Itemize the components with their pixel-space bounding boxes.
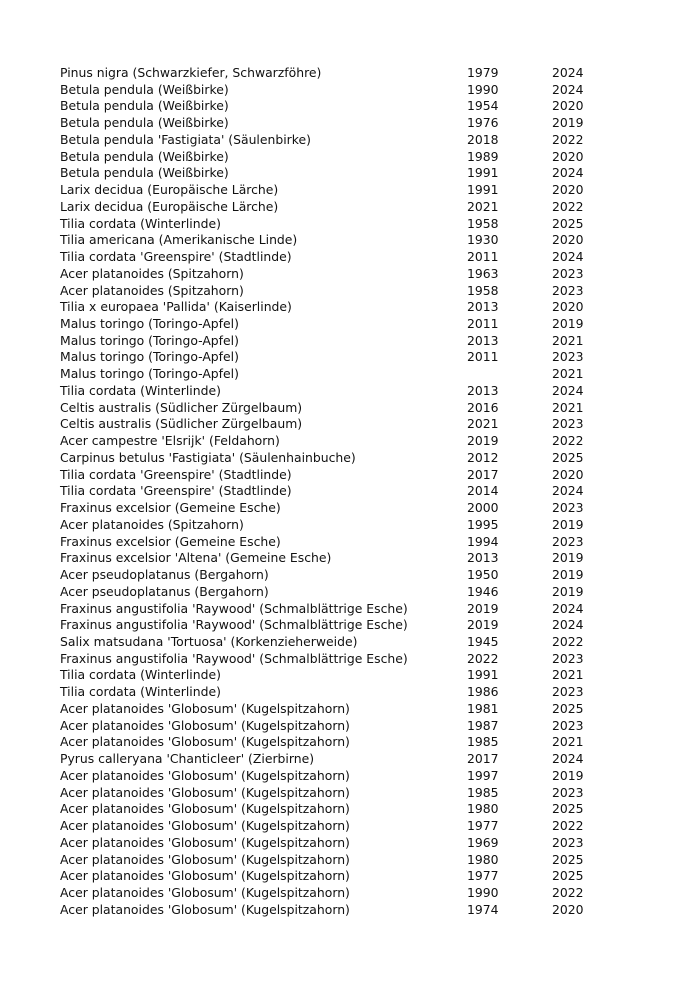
tree-name-cell: Betula pendula (Weißbirke) xyxy=(60,115,229,131)
table-row xyxy=(60,249,612,266)
year-a-cell: 1981 xyxy=(467,700,499,716)
tree-name-cell: Betula pendula (Weißbirke) xyxy=(60,165,229,181)
tree-name-cell: Fraxinus angustifolia 'Raywood' (Schmalblättrige Esche) xyxy=(60,600,408,616)
year-b-cell: 2022 xyxy=(552,433,584,449)
year-b-cell: 2023 xyxy=(552,533,584,549)
table-row xyxy=(60,868,612,885)
table-row xyxy=(60,467,612,484)
tree-name-cell: Tilia x europaea 'Pallida' (Kaiserlinde) xyxy=(60,299,292,315)
year-b-cell: 2022 xyxy=(552,818,584,834)
tree-name-cell: Pyrus calleryana 'Chanticleer' (Zierbirne) xyxy=(60,751,315,767)
table-row xyxy=(60,115,612,132)
year-b-cell: 2023 xyxy=(552,684,584,700)
year-a-cell: 1976 xyxy=(467,115,499,131)
year-a-cell: 1991 xyxy=(467,165,499,181)
tree-name-cell: Fraxinus angustifolia 'Raywood' (Schmalblättrige Esche) xyxy=(60,617,408,633)
table-row xyxy=(60,885,612,902)
tree-name-cell: Tilia americana (Amerikanische Linde) xyxy=(60,232,298,248)
year-a-cell: 2013 xyxy=(467,332,499,348)
tree-name-cell: Acer platanoides 'Globosum' (Kugelspitzahorn) xyxy=(60,700,350,716)
year-b-cell: 2025 xyxy=(552,851,584,867)
table-row xyxy=(60,333,612,350)
table-row xyxy=(60,818,612,835)
year-b-cell: 2020 xyxy=(552,466,584,482)
tree-table xyxy=(60,65,612,918)
year-a-cell: 2011 xyxy=(467,316,499,332)
table-row xyxy=(60,383,612,400)
tree-name-cell: Fraxinus angustifolia 'Raywood' (Schmalblättrige Esche) xyxy=(60,650,408,666)
tree-name-cell: Betula pendula (Weißbirke) xyxy=(60,148,229,164)
table-row xyxy=(60,149,612,166)
year-b-cell: 2019 xyxy=(552,516,584,532)
year-a-cell: 2018 xyxy=(467,131,499,147)
year-b-cell: 2021 xyxy=(552,399,584,415)
table-row xyxy=(60,366,612,383)
tree-name-cell: Tilia cordata 'Greenspire' (Stadtlinde) xyxy=(60,249,292,265)
table-row xyxy=(60,165,612,182)
year-b-cell: 2024 xyxy=(552,65,584,80)
year-b-cell: 2019 xyxy=(552,567,584,583)
table-row xyxy=(60,416,612,433)
year-a-cell: 1986 xyxy=(467,684,499,700)
tree-name-cell: Tilia cordata (Winterlinde) xyxy=(60,667,221,683)
tree-name-cell: Malus toringo (Toringo-Apfel) xyxy=(60,332,239,348)
table-row xyxy=(60,902,612,919)
year-a-cell xyxy=(467,366,552,383)
table-row xyxy=(60,500,612,517)
year-b-cell: 2022 xyxy=(552,131,584,147)
tree-name-cell: Acer platanoides 'Globosum' (Kugelspitzahorn) xyxy=(60,851,350,867)
table-row xyxy=(60,316,612,333)
tree-name-cell: Acer platanoides 'Globosum' (Kugelspitzahorn) xyxy=(60,801,350,817)
year-b-cell: 2022 xyxy=(552,884,584,900)
year-a-cell: 2022 xyxy=(467,650,499,666)
year-b-cell: 2023 xyxy=(552,265,584,281)
year-b-cell: 2024 xyxy=(552,382,584,398)
tree-name-cell: Fraxinus excelsior 'Altena' (Gemeine Esche) xyxy=(60,550,332,566)
tree-name-cell: Pinus nigra (Schwarzkiefer, Schwarzföhre) xyxy=(60,65,322,80)
year-a-cell: 2021 xyxy=(467,198,499,214)
tree-name-cell: Acer platanoides (Spitzahorn) xyxy=(60,516,244,532)
year-b-cell: 2020 xyxy=(552,98,584,114)
tree-name-cell: Acer campestre 'Elsrijk' (Feldahorn) xyxy=(60,433,280,449)
year-b-cell: 2023 xyxy=(552,416,584,432)
year-a-cell: 1980 xyxy=(467,851,499,867)
year-b-cell: 2021 xyxy=(552,734,584,750)
table-row xyxy=(60,734,612,751)
year-a-cell: 2021 xyxy=(467,416,499,432)
table-row xyxy=(60,801,612,818)
year-b-cell: 2019 xyxy=(552,115,584,131)
tree-name-cell: Fraxinus excelsior (Gemeine Esche) xyxy=(60,533,281,549)
table-row xyxy=(60,450,612,467)
tree-name-cell: Salix matsudana 'Tortuosa' (Korkenzieherweide) xyxy=(60,633,358,649)
table-row xyxy=(60,634,612,651)
year-b-cell: 2024 xyxy=(552,249,584,265)
table-row xyxy=(60,534,612,551)
table-row xyxy=(60,299,612,316)
tree-name-cell: Acer platanoides 'Globosum' (Kugelspitzahorn) xyxy=(60,767,350,783)
year-b-cell: 2024 xyxy=(552,483,584,499)
table-row xyxy=(60,617,612,634)
tree-name-cell: Acer platanoides 'Globosum' (Kugelspitzahorn) xyxy=(60,884,350,900)
year-a-cell: 1977 xyxy=(467,818,499,834)
table-row xyxy=(60,182,612,199)
table-row xyxy=(60,785,612,802)
tree-name-cell: Betula pendula (Weißbirke) xyxy=(60,81,229,97)
tree-name-cell: Malus toringo (Toringo-Apfel) xyxy=(60,349,239,365)
year-b-cell: 2024 xyxy=(552,600,584,616)
table-row xyxy=(60,601,612,618)
year-a-cell: 1990 xyxy=(467,884,499,900)
tree-name-cell: Acer platanoides 'Globosum' (Kugelspitzahorn) xyxy=(60,784,350,800)
year-b-cell: 2022 xyxy=(552,198,584,214)
year-b-cell: 2019 xyxy=(552,767,584,783)
year-a-cell: 2017 xyxy=(467,751,499,767)
table-row xyxy=(60,349,612,366)
year-a-cell: 1963 xyxy=(467,265,499,281)
year-b-cell: 2025 xyxy=(552,449,584,465)
year-b-cell: 2023 xyxy=(552,834,584,850)
year-b-cell: 2022 xyxy=(552,633,584,649)
year-a-cell: 2014 xyxy=(467,483,499,499)
year-b-cell: 2024 xyxy=(552,81,584,97)
year-b-cell: 2019 xyxy=(552,550,584,566)
tree-name-cell: Acer platanoides 'Globosum' (Kugelspitzahorn) xyxy=(60,901,350,917)
table-row xyxy=(60,701,612,718)
table-row xyxy=(60,651,612,668)
tree-name-cell: Acer platanoides 'Globosum' (Kugelspitzahorn) xyxy=(60,734,350,750)
year-b-cell: 2020 xyxy=(552,901,584,917)
year-a-cell: 1977 xyxy=(467,868,499,884)
table-row xyxy=(60,718,612,735)
table-row xyxy=(60,199,612,216)
year-a-cell: 2011 xyxy=(467,249,499,265)
year-b-cell: 2023 xyxy=(552,717,584,733)
year-a-cell: 2017 xyxy=(467,466,499,482)
year-a-cell: 1954 xyxy=(467,98,499,114)
tree-name-cell: Tilia cordata (Winterlinde) xyxy=(60,684,221,700)
year-b-cell: 2023 xyxy=(552,282,584,298)
year-b-cell: 2023 xyxy=(552,349,584,365)
tree-name-cell: Tilia cordata 'Greenspire' (Stadtlinde) xyxy=(60,483,292,499)
year-a-cell: 2000 xyxy=(467,500,499,516)
year-a-cell: 1958 xyxy=(467,282,499,298)
year-a-cell: 2019 xyxy=(467,433,499,449)
table-row xyxy=(60,584,612,601)
tree-name-cell: Acer pseudoplatanus (Bergahorn) xyxy=(60,583,269,599)
tree-name-cell: Tilia cordata (Winterlinde) xyxy=(60,382,221,398)
tree-name-cell: Acer platanoides 'Globosum' (Kugelspitzahorn) xyxy=(60,818,350,834)
year-a-cell: 1945 xyxy=(467,633,499,649)
year-b-cell: 2020 xyxy=(552,182,584,198)
year-a-cell: 1990 xyxy=(467,81,499,97)
year-b-cell: 2020 xyxy=(552,148,584,164)
table-row xyxy=(60,852,612,869)
year-b-cell: 2023 xyxy=(552,784,584,800)
tree-name-cell: Acer platanoides 'Globosum' (Kugelspitzahorn) xyxy=(60,834,350,850)
table-row xyxy=(60,232,612,249)
year-b-cell: 2024 xyxy=(552,617,584,633)
year-a-cell: 2013 xyxy=(467,382,499,398)
year-b-cell: 2021 xyxy=(552,667,584,683)
year-b-cell: 2019 xyxy=(552,583,584,599)
table-row xyxy=(60,132,612,149)
year-a-cell: 2013 xyxy=(467,550,499,566)
tree-name-cell: Acer platanoides (Spitzahorn) xyxy=(60,282,244,298)
year-a-cell: 1950 xyxy=(467,567,499,583)
year-a-cell: 1979 xyxy=(467,65,499,80)
tree-name-cell: Fraxinus excelsior (Gemeine Esche) xyxy=(60,500,281,516)
year-a-cell: 2013 xyxy=(467,299,499,315)
year-b-cell: 2023 xyxy=(552,650,584,666)
year-a-cell: 1987 xyxy=(467,717,499,733)
year-a-cell: 1946 xyxy=(467,583,499,599)
tree-name-cell: Acer platanoides 'Globosum' (Kugelspitzahorn) xyxy=(60,868,350,884)
year-b-cell: 2025 xyxy=(552,700,584,716)
table-row xyxy=(60,768,612,785)
year-a-cell: 1995 xyxy=(467,516,499,532)
year-a-cell: 1974 xyxy=(467,901,499,917)
table-row xyxy=(60,483,612,500)
year-a-cell: 1994 xyxy=(467,533,499,549)
year-b-cell: 2025 xyxy=(552,868,584,884)
year-b-cell: 2024 xyxy=(552,165,584,181)
year-b-cell: 2025 xyxy=(552,801,584,817)
table-row xyxy=(60,433,612,450)
tree-table-body xyxy=(60,65,612,918)
table-row xyxy=(60,667,612,684)
tree-name-cell: Acer pseudoplatanus (Bergahorn) xyxy=(60,567,269,583)
tree-name-cell: Larix decidua (Europäische Lärche) xyxy=(60,198,279,214)
tree-name-cell: Tilia cordata 'Greenspire' (Stadtlinde) xyxy=(60,466,292,482)
year-b-cell: 2020 xyxy=(552,232,584,248)
tree-name-cell: Betula pendula (Weißbirke) xyxy=(60,98,229,114)
year-a-cell: 1980 xyxy=(467,801,499,817)
year-a-cell: 1989 xyxy=(467,148,499,164)
tree-name-cell: Betula pendula 'Fastigiata' (Säulenbirke) xyxy=(60,131,311,147)
year-b-cell: 2023 xyxy=(552,500,584,516)
tree-name-cell: Celtis australis (Südlicher Zürgelbaum) xyxy=(60,399,303,415)
table-row xyxy=(60,98,612,115)
tree-name-cell: Acer platanoides (Spitzahorn) xyxy=(60,265,244,281)
year-a-cell: 2012 xyxy=(467,449,499,465)
tree-name-cell: Malus toringo (Toringo-Apfel) xyxy=(60,316,239,332)
year-a-cell: 2011 xyxy=(467,349,499,365)
year-a-cell: 2019 xyxy=(467,617,499,633)
tree-name-cell: Larix decidua (Europäische Lärche) xyxy=(60,182,279,198)
year-a-cell: 2016 xyxy=(467,399,499,415)
table-row xyxy=(60,400,612,417)
year-a-cell: 1969 xyxy=(467,834,499,850)
table-row xyxy=(60,283,612,300)
year-b-cell: 2021 xyxy=(552,332,584,348)
year-b-cell: 2024 xyxy=(552,751,584,767)
year-a-cell: 1991 xyxy=(467,667,499,683)
year-a-cell: 1985 xyxy=(467,734,499,750)
tree-name-cell: Malus toringo (Toringo-Apfel) xyxy=(60,366,239,382)
year-a-cell: 1985 xyxy=(467,784,499,800)
table-row xyxy=(60,82,612,99)
tree-name-cell: Acer platanoides 'Globosum' (Kugelspitzahorn) xyxy=(60,717,350,733)
table-row xyxy=(60,684,612,701)
table-row xyxy=(60,266,612,283)
year-b-cell: 2019 xyxy=(552,316,584,332)
table-row xyxy=(60,567,612,584)
year-b-cell: 2020 xyxy=(552,299,584,315)
tree-name-cell: Tilia cordata (Winterlinde) xyxy=(60,215,221,231)
year-b-cell: 2025 xyxy=(552,215,584,231)
table-row xyxy=(60,550,612,567)
table-row xyxy=(60,751,612,768)
year-a-cell: 1997 xyxy=(467,767,499,783)
tree-name-cell: Celtis australis (Südlicher Zürgelbaum) xyxy=(60,416,303,432)
year-a-cell: 1930 xyxy=(467,232,499,248)
year-b-cell: 2021 xyxy=(552,366,584,382)
tree-name-cell: Carpinus betulus 'Fastigiata' (Säulenhainbuche) xyxy=(60,449,356,465)
year-a-cell: 2019 xyxy=(467,600,499,616)
table-row xyxy=(60,65,612,82)
year-a-cell: 1958 xyxy=(467,215,499,231)
year-a-cell: 1991 xyxy=(467,182,499,198)
table-row xyxy=(60,517,612,534)
table-row xyxy=(60,835,612,852)
table-row xyxy=(60,216,612,233)
